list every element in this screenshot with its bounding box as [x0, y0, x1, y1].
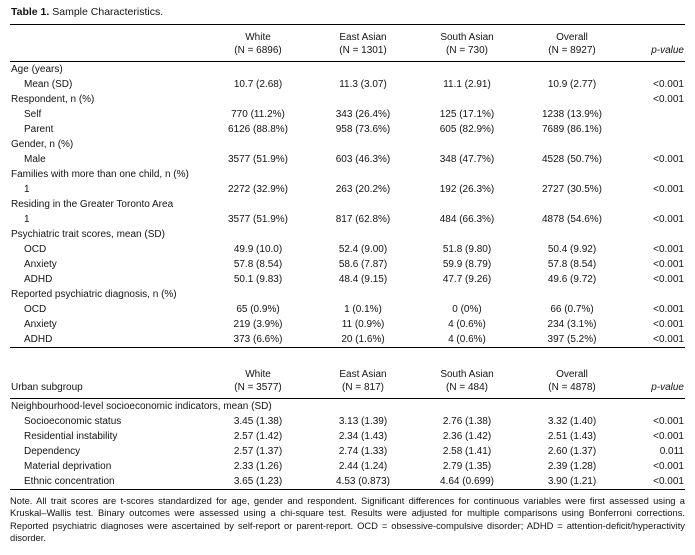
p-value-cell: <0.001 [653, 79, 684, 90]
cell-value [415, 92, 519, 107]
cell-value [311, 227, 415, 242]
table-row [10, 242, 685, 257]
table-row [10, 459, 685, 474]
p-value-cell: <0.001 [653, 476, 684, 487]
table-row [10, 272, 685, 287]
panel2-body [10, 399, 685, 490]
cell-value: 603 (46.3%) [335, 154, 391, 165]
cell-value: 50.1 (9.83) [233, 274, 283, 285]
cell-value [311, 167, 415, 182]
cell-value [311, 287, 415, 302]
cell-value: 4.53 (0.873) [336, 476, 390, 487]
cell-value [519, 399, 625, 415]
cell-value: 2.76 (1.38) [442, 416, 492, 427]
row-label: Psychiatric trait scores, mean (SD) [11, 229, 165, 240]
table-row [10, 332, 685, 348]
p-value-cell [625, 137, 685, 152]
p-value-cell: <0.001 [653, 334, 684, 345]
cell-value: 2727 (30.5%) [541, 184, 603, 195]
column-header: Overall (N = 8927) [519, 25, 625, 62]
table-row [10, 122, 685, 137]
table-row [10, 197, 685, 212]
cell-value [311, 62, 415, 78]
table-row [10, 152, 685, 167]
row-label: OCD [24, 244, 47, 255]
p-value-cell [625, 287, 685, 302]
table-row [10, 414, 685, 429]
column-header: Overall (N = 4878) [519, 362, 625, 399]
cell-value: 125 (17.1%) [439, 109, 495, 120]
row-label: Dependency [24, 446, 81, 457]
cell-value: 2.34 (1.43) [338, 431, 388, 442]
cell-value: 234 (3.1%) [547, 319, 597, 330]
row-label: Socioeconomic status [24, 416, 122, 427]
cell-value: 57.8 (8.54) [233, 259, 283, 270]
row-label: Parent [24, 124, 54, 135]
row-label: 1 [24, 214, 30, 225]
row-header-label [10, 25, 205, 62]
p-value-cell [625, 399, 685, 415]
cell-value: 3.32 (1.40) [547, 416, 597, 427]
cell-value [519, 92, 625, 107]
cell-value: 20 (1.6%) [341, 334, 385, 345]
cell-value: 2.51 (1.43) [547, 431, 597, 442]
table-row [10, 474, 685, 490]
cell-value: 373 (6.6%) [233, 334, 283, 345]
row-label: Mean (SD) [24, 79, 73, 90]
row-label: Material deprivation [24, 461, 112, 472]
cell-value: 2.57 (1.37) [233, 446, 283, 457]
p-value-cell: <0.001 [653, 461, 684, 472]
cell-value: 58.6 (7.87) [338, 259, 388, 270]
p-value-header: p-value [625, 25, 685, 62]
table-row [10, 399, 685, 415]
table-row [10, 62, 685, 78]
column-header-row [10, 362, 685, 399]
cell-value: 11.3 (3.07) [339, 79, 387, 90]
cell-value: 2.36 (1.42) [442, 431, 492, 442]
cell-value: 3.65 (1.23) [233, 476, 283, 487]
cell-value: 2272 (32.9%) [227, 184, 289, 195]
urban-subgroup-table [10, 362, 685, 490]
cell-value: 11 (0.9%) [341, 319, 385, 330]
p-value-cell [625, 167, 685, 182]
row-header-label: Urban subgroup [10, 362, 205, 399]
table-number: Table 1. [11, 6, 50, 18]
row-label: Ethnic concentration [24, 476, 115, 487]
panel1-body [10, 62, 685, 348]
cell-value: 57.8 (8.54) [547, 259, 597, 270]
cell-value [205, 62, 311, 78]
cell-value [205, 137, 311, 152]
cell-value: 2.44 (1.24) [338, 461, 388, 472]
cell-value: 817 (62.8%) [335, 214, 391, 225]
row-label: Male [24, 154, 46, 165]
cell-value [519, 227, 625, 242]
cell-value [311, 137, 415, 152]
table-row [10, 137, 685, 152]
table-row [10, 107, 685, 122]
p-value-cell [625, 107, 685, 122]
table-row [10, 77, 685, 92]
cell-value: 3.45 (1.38) [233, 416, 283, 427]
cell-value [311, 197, 415, 212]
cell-value: 2.74 (1.33) [338, 446, 388, 457]
row-label: Residing in the Greater Toronto Area [11, 199, 174, 210]
row-label: Families with more than one child, n (%) [11, 169, 189, 180]
column-header: South Asian (N = 484) [415, 362, 519, 399]
cell-value: 3577 (51.9%) [227, 214, 289, 225]
cell-value: 66 (0.7%) [550, 304, 594, 315]
p-value-cell: <0.001 [653, 154, 684, 165]
cell-value [205, 197, 311, 212]
row-label: Self [24, 109, 42, 120]
p-value-cell: 0.011 [659, 446, 684, 457]
row-label: Neighbourhood-level socioeconomic indicators, mean (SD) [11, 401, 272, 412]
cell-value: 2.58 (1.41) [442, 446, 492, 457]
p-value-cell [625, 227, 685, 242]
cell-value: 49.6 (9.72) [547, 274, 597, 285]
table-note: Note. All trait scores are t-scores standardized for age, gender and respondent. Significant differences for continuous variables were first assessed using a Kruskal–Wallis test. Binary outcomes were assessed using a chi-square test. Results were adjusted for multiple comparisons using Bonferroni corrections. Reported psychiatric diagnoses were ascertained by self-report or parent-report. OCD = obsessive-compulsive disorder; ADHD = attention-deficit/hyperactivity disorder. [10, 495, 685, 543]
cell-value: 47.7 (9.26) [442, 274, 492, 285]
cell-value: 343 (26.4%) [335, 109, 391, 120]
p-value-cell: <0.001 [653, 304, 684, 315]
column-header: South Asian (N = 730) [415, 25, 519, 62]
cell-value [519, 137, 625, 152]
table-row [10, 212, 685, 227]
table-row [10, 317, 685, 332]
cell-value [415, 167, 519, 182]
table-row [10, 92, 685, 107]
cell-value: 2.33 (1.26) [233, 461, 283, 472]
cell-value: 10.7 (2.68) [233, 79, 283, 90]
cell-value [415, 137, 519, 152]
cell-value [415, 227, 519, 242]
cell-value: 3.90 (1.21) [547, 476, 597, 487]
cell-value: 6126 (88.8%) [227, 124, 289, 135]
p-value-cell: <0.001 [653, 259, 684, 270]
p-value-cell: <0.001 [653, 184, 684, 195]
cell-value: 48.4 (9.15) [338, 274, 388, 285]
table-row [10, 167, 685, 182]
panel2-header [10, 362, 685, 399]
cell-value: 49.9 (10.0) [233, 244, 283, 255]
p-value-cell: <0.001 [653, 214, 684, 225]
cell-value: 4 (0.6%) [448, 334, 486, 345]
table-row [10, 444, 685, 459]
p-value-cell: <0.001 [653, 244, 684, 255]
row-label: Anxiety [24, 259, 57, 270]
cell-value [311, 399, 415, 415]
cell-value: 3.13 (1.39) [338, 416, 388, 427]
row-label: Respondent, n (%) [11, 94, 95, 105]
cell-value [519, 287, 625, 302]
cell-value: 1238 (13.9%) [541, 109, 603, 120]
panel1-header [10, 25, 685, 62]
cell-value: 1 (0.1%) [344, 304, 382, 315]
column-header: White (N = 6896) [205, 25, 311, 62]
p-value-cell: <0.001 [653, 94, 684, 105]
cell-value: 4878 (54.6%) [541, 214, 603, 225]
cell-value: 397 (5.2%) [547, 334, 597, 345]
cell-value [519, 167, 625, 182]
cell-value [205, 167, 311, 182]
cell-value: 3577 (51.9%) [227, 154, 289, 165]
p-value-cell: <0.001 [653, 416, 684, 427]
p-value-cell: <0.001 [653, 319, 684, 330]
column-header: East Asian (N = 817) [311, 362, 415, 399]
cell-value [205, 287, 311, 302]
cell-value: 348 (47.7%) [439, 154, 495, 165]
table-row [10, 227, 685, 242]
cell-value: 52.4 (9.00) [338, 244, 388, 255]
cell-value: 2.57 (1.42) [233, 431, 283, 442]
cell-value: 2.60 (1.37) [547, 446, 597, 457]
p-value-header: p-value [625, 362, 685, 399]
row-label: Residential instability [24, 431, 118, 442]
cell-value [415, 399, 519, 415]
cell-value: 4528 (50.7%) [541, 154, 603, 165]
cell-value: 4 (0.6%) [448, 319, 486, 330]
cell-value: 605 (82.9%) [439, 124, 495, 135]
cell-value: 50.4 (9.92) [547, 244, 597, 255]
p-value-cell: <0.001 [653, 431, 684, 442]
p-value-cell [625, 62, 685, 78]
cell-value [415, 287, 519, 302]
p-value-cell [625, 122, 685, 137]
table-title: Sample Characteristics. [52, 6, 164, 18]
cell-value: 2.79 (1.35) [442, 461, 492, 472]
cell-value: 11.1 (2.91) [443, 79, 491, 90]
cell-value: 770 (11.2%) [231, 109, 285, 120]
cell-value: 10.9 (2.77) [547, 79, 597, 90]
cell-value: 51.8 (9.80) [442, 244, 492, 255]
table-caption [10, 5, 685, 25]
p-value-cell: <0.001 [653, 274, 684, 285]
column-header-row [10, 25, 685, 62]
cell-value: 7689 (86.1%) [541, 124, 603, 135]
row-label: Reported psychiatric diagnosis, n (%) [11, 289, 177, 300]
cell-value: 2.39 (1.28) [547, 461, 597, 472]
table-row [10, 287, 685, 302]
row-label: ADHD [24, 274, 53, 285]
row-label: OCD [24, 304, 47, 315]
row-label: Gender, n (%) [11, 139, 74, 150]
table-row [10, 302, 685, 317]
cell-value: 219 (3.9%) [233, 319, 283, 330]
table-row [10, 257, 685, 272]
row-label: Anxiety [24, 319, 57, 330]
cell-value [205, 227, 311, 242]
cell-value: 192 (26.3%) [439, 184, 495, 195]
cell-value [415, 62, 519, 78]
column-header: White (N = 3577) [205, 362, 311, 399]
sample-characteristics-table [10, 25, 685, 348]
cell-value [519, 197, 625, 212]
cell-value: 484 (66.3%) [439, 214, 495, 225]
cell-value: 0 (0%) [452, 304, 482, 315]
row-label: Age (years) [11, 64, 63, 75]
table-row [10, 182, 685, 197]
cell-value [205, 92, 311, 107]
cell-value: 4.64 (0.699) [440, 476, 494, 487]
row-label: 1 [24, 184, 30, 195]
cell-value [519, 62, 625, 78]
row-label: ADHD [24, 334, 53, 345]
column-header: East Asian (N = 1301) [311, 25, 415, 62]
cell-value: 958 (73.6%) [335, 124, 391, 135]
cell-value: 59.9 (8.79) [442, 259, 492, 270]
table-row [10, 429, 685, 444]
cell-value: 65 (0.9%) [236, 304, 280, 315]
cell-value: 263 (20.2%) [335, 184, 391, 195]
p-value-cell [625, 197, 685, 212]
cell-value [311, 92, 415, 107]
cell-value [415, 197, 519, 212]
